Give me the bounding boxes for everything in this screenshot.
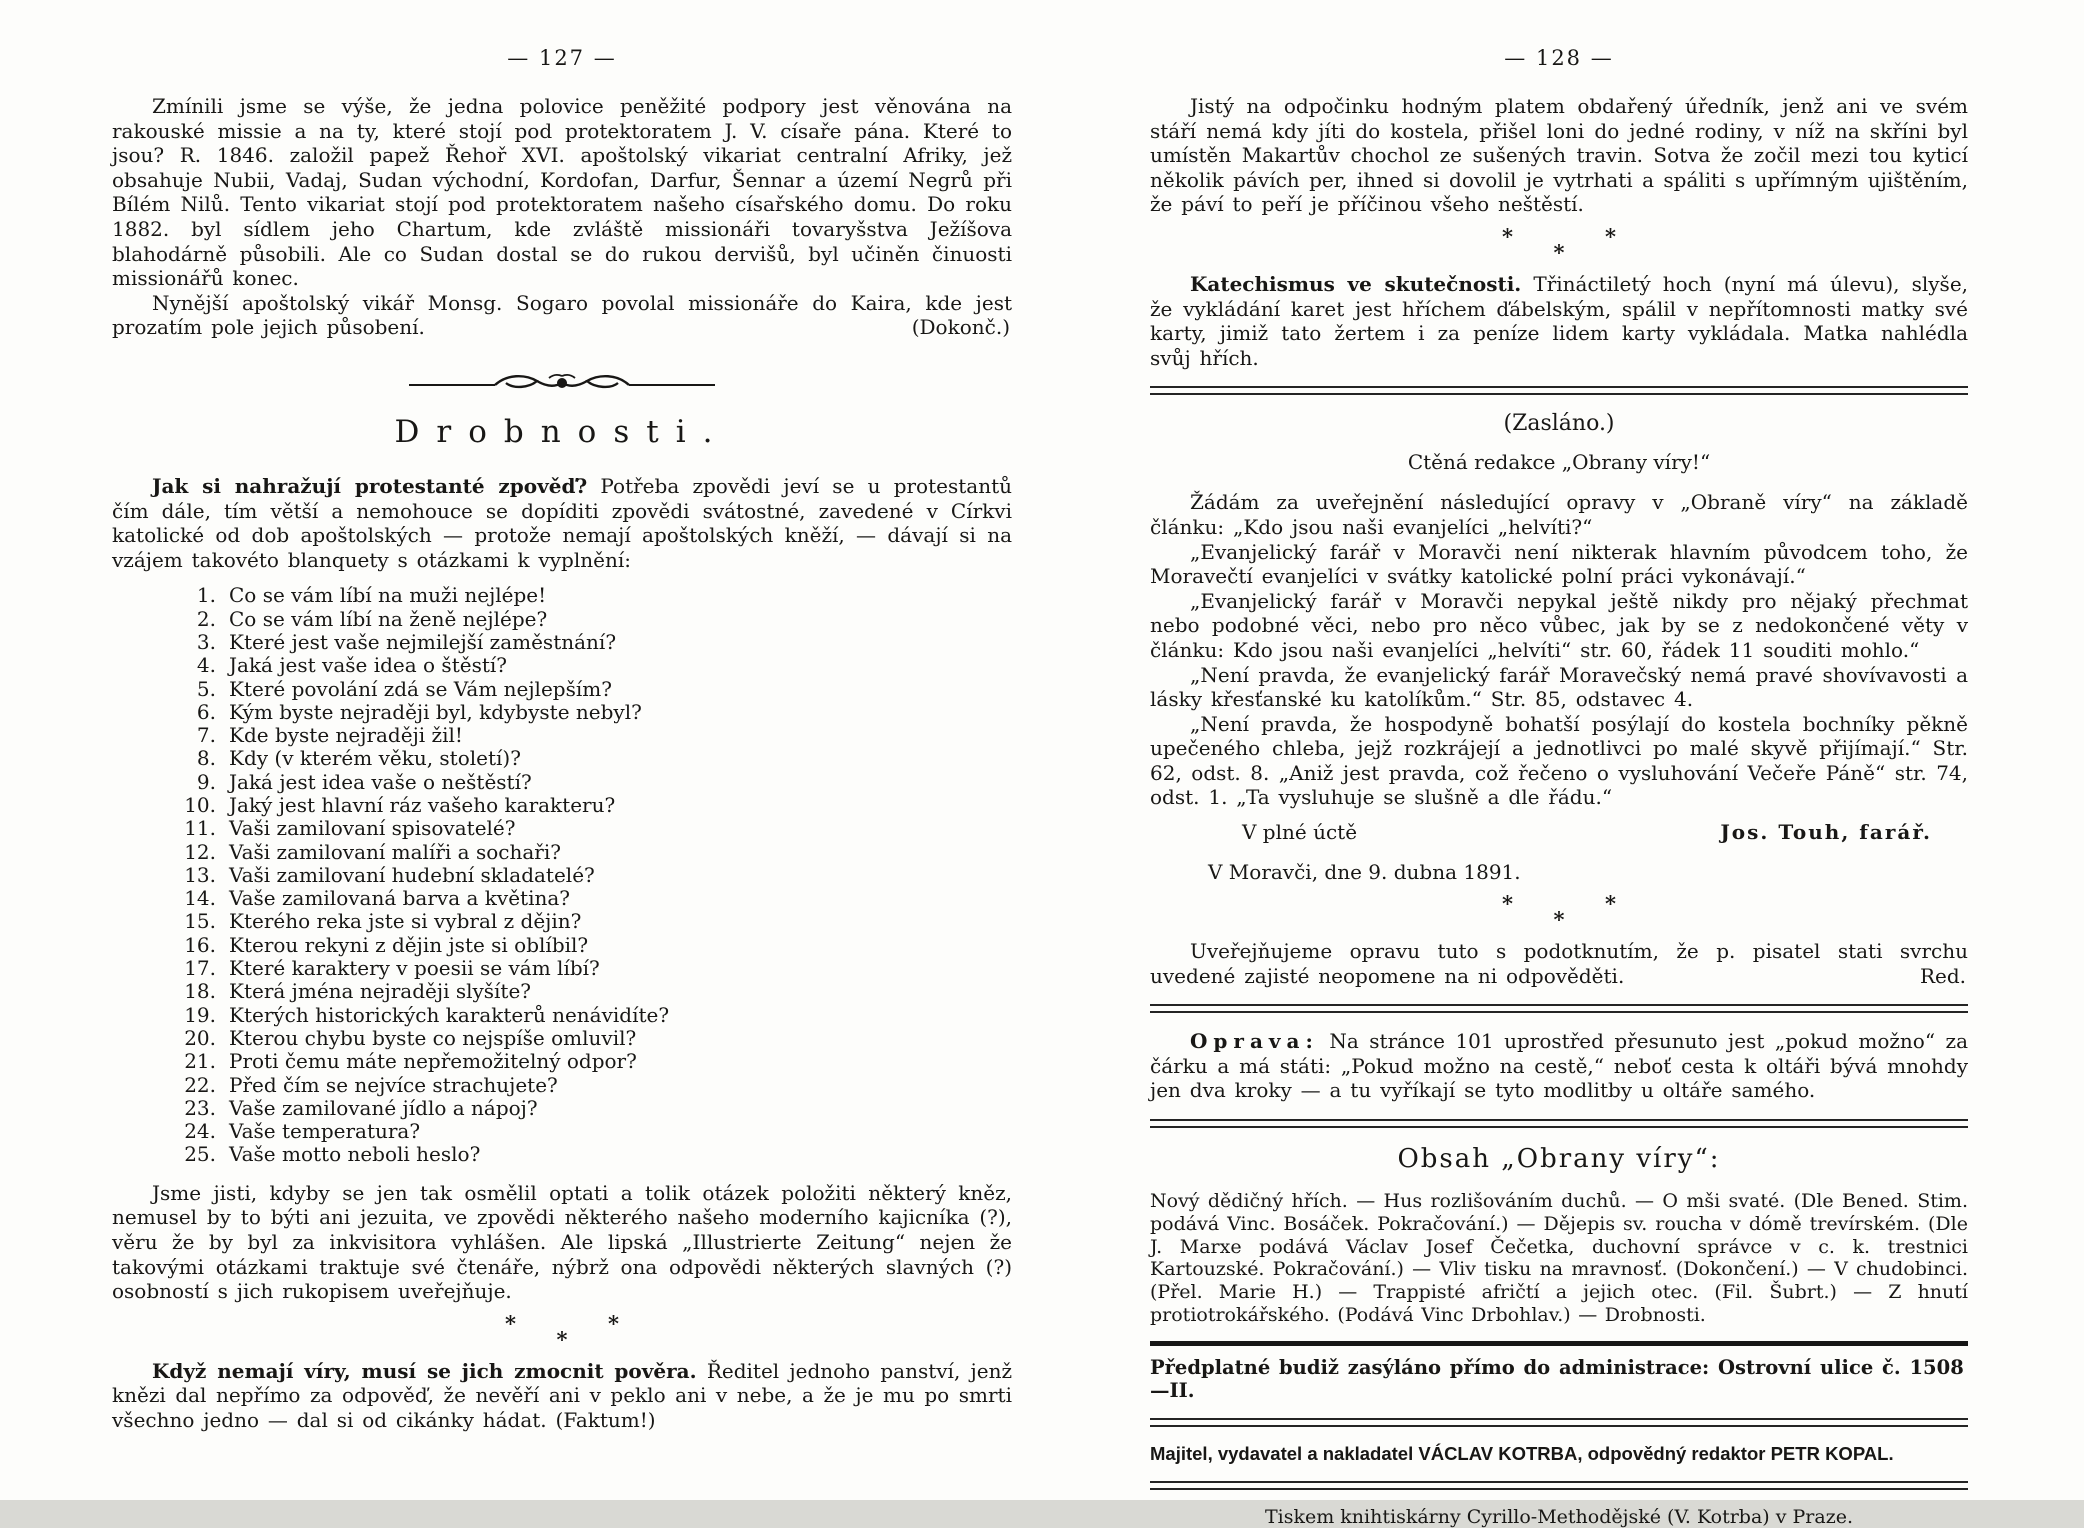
double-rule bbox=[1150, 1418, 1968, 1427]
question-text: Kdy (v kterém věku, století)? bbox=[229, 746, 521, 771]
question-text: Kterých historických karakterů nenávidíte? bbox=[229, 1002, 670, 1027]
paragraph-vicar bbox=[112, 291, 1012, 340]
question-number: 19. bbox=[184, 1002, 216, 1027]
double-rule bbox=[1150, 386, 1968, 395]
question-number: 23. bbox=[184, 1095, 216, 1120]
paragraph-jesuit: Jsme jisti, kdyby se jen tak osmělil optati a tolik otázek položiti některý kněz, nemusel by to býti ani jezuita, ve zpovědi některého našeho moderního kajicníka (?), věru že by byl za inkvisitora vyhlášen. Ale lipská „Illustrierte Zeitung“ nejen že takovými otázkami traktuje své čtenáře, nýbrž ona odpovědi některých slavných (?) osobností s jich rukopisem uveřejňuje. bbox=[112, 1180, 1012, 1304]
question-text: Co se vám líbí na ženě nejlépe? bbox=[229, 606, 548, 631]
paragraph-text: Nynější apoštolský vikář Monsg. Sogaro povolal missionáře do Kaira, kde jest prozatím pole jejich působení. bbox=[112, 290, 1012, 340]
question-text: Kterou chybu byste co nejspíše omluvil? bbox=[229, 1025, 637, 1050]
asterisk: * bbox=[505, 1310, 516, 1336]
editor-note bbox=[1150, 939, 1968, 988]
question-text: Které povolání zdá se Vám nejlepším? bbox=[229, 676, 612, 701]
double-rule bbox=[1150, 1481, 1968, 1490]
contents-body: Nový dědičný hřích. — Hus rozlišováním duchů. — O mši svaté. (Dle Bened. Stim. podává Vinc. Bosáček. Pokračování.) — Dějepis sv. roucha v dómě trevírském. (Dle J. Marxe podává Václav Josef Čečetka, duchovní správce v c. k. trestnici Kartouzské. Pokračování.) — Vliv tisku na mravnosť. (Dokončení.) — V chudobinci. (Přel. Marie H.) — Trappisté afričtí a jejich otec. (Fil. Šubrt.) — Z hnutí protiotrokářského. (Podává Vinc Drbohlav.) — Drobnosti. bbox=[1150, 1190, 1968, 1327]
page-number-right: — 128 — bbox=[1504, 46, 1614, 70]
paragraph-official: Jistý na odpočinku hodným platem obdařený úředník, jenž ani ve svém stáří nemá kdy jíti do kostela, přišel loni do jedné rodiny, v níž na skříni byl umístěn Makartův chochol ze sušených travin. Sotva že zočil mezi tou kyticí několik pávích per, ihned si dovolil je vytrhati a spáliti s upřímným ujištěním, že páví to peří je příčinou všeho neštěstí. bbox=[1150, 94, 1968, 217]
paragraph-text: Potřeba zpovědi jeví se u protestantů čím dále, tím větší a nemohouce se dopíditi zpovědi svátostné, zavedené v Církvi katolické od dob apoštolských — protože nemají apoštolských kněží, — dávají si na vzájem takovéto blanquety s otázkami k vyplnění: bbox=[112, 473, 1012, 572]
asterisk: * bbox=[1553, 239, 1565, 265]
asterisk: * bbox=[1502, 891, 1513, 917]
double-rule bbox=[1150, 1004, 1968, 1013]
question-text: Jaký jest hlavní ráz vašeho karakteru? bbox=[229, 792, 616, 817]
question-number: 14. bbox=[184, 886, 216, 911]
question-number: 5. bbox=[196, 676, 216, 701]
question-number: 17. bbox=[184, 956, 216, 981]
asterisk: * bbox=[608, 1310, 619, 1336]
question-number: 2. bbox=[196, 606, 216, 631]
asterisk: * bbox=[556, 1326, 568, 1352]
question-text: Kým byste nejraději byl, kdybyste nebyl? bbox=[229, 699, 642, 724]
ornament-divider bbox=[112, 370, 1012, 398]
asterisk: * bbox=[1553, 907, 1565, 933]
question-number: 13. bbox=[184, 862, 216, 887]
paragraph-text: Třináctiletý hoch (nyní má úlevu), slyše, že vykládání karet jest hříchem ďábelským, spálil v nepřítomnosti matky své karty, jimiž tato žertem i za peníze lidem karty vykládala. Matka nahlédla svůj hřích. bbox=[1150, 271, 1969, 370]
editor-signature: Red. bbox=[1919, 963, 1966, 988]
question-item bbox=[170, 910, 1012, 933]
paragraph-text: „Není pravda, že evanjelický farář Moravečský nemá pravé shovívavosti a lásky křesťanské ku katolíkům.“ Str. 85, odstavec 4. bbox=[1150, 662, 1968, 712]
question-number: 6. bbox=[196, 699, 216, 724]
letter-salutation: Ctěná redakce „Obrany víry!“ bbox=[1407, 450, 1711, 475]
question-text: Co se vám líbí na muži nejlépe! bbox=[229, 583, 547, 608]
question-text: Které jest vaše nejmilejší zaměstnání? bbox=[229, 629, 617, 654]
question-text: Vaše zamilovaná barva a květina? bbox=[229, 886, 570, 911]
paragraph-lead: Jak si nahražují protestanté zpověď? bbox=[152, 473, 588, 498]
question-text: Kterého reka jste si vybral z dějin? bbox=[229, 909, 582, 934]
question-item bbox=[170, 934, 1012, 957]
question-item bbox=[170, 724, 1012, 747]
question-text: Kde byste nejraději žil! bbox=[229, 723, 463, 748]
question-text: Proti čemu máte nepřemožitelný odpor? bbox=[229, 1049, 637, 1074]
signature: Jos. Touh, farář. bbox=[1720, 820, 1932, 845]
question-text: Jaká jest vaše idea o štěstí? bbox=[229, 653, 507, 678]
letter-paragraph bbox=[1150, 540, 1968, 589]
paragraph-text: Uveřejňujeme opravu tuto s podotknutím, že p. pisatel stati svrchu uvedené zajisté neopomene na ni odpověděti. bbox=[1150, 939, 1968, 988]
question-number: 10. bbox=[184, 792, 216, 817]
letter-closing-row bbox=[1150, 810, 1968, 844]
letter-paragraph bbox=[1150, 663, 1968, 712]
question-item bbox=[170, 608, 1012, 631]
double-rule bbox=[1150, 1119, 1968, 1128]
contents-title: Obsah „Obrany víry“: bbox=[1397, 1144, 1721, 1175]
question-number: 8. bbox=[196, 746, 216, 771]
question-text: Vaši zamilovaní spisovatelé? bbox=[229, 816, 516, 841]
question-text: Vaše motto neboli heslo? bbox=[229, 1142, 481, 1167]
page-number-left: — 127 — bbox=[507, 46, 617, 70]
question-text: Před čím se nejvíce strachujete? bbox=[229, 1072, 558, 1097]
thick-rule bbox=[1150, 1341, 1968, 1346]
question-item bbox=[170, 1143, 1012, 1166]
oprava-lead: Oprava: bbox=[1190, 1029, 1319, 1054]
question-number: 3. bbox=[196, 629, 216, 654]
question-text: Vaši zamilovaní malíři a sochaři? bbox=[229, 839, 561, 864]
question-number: 15. bbox=[184, 909, 216, 934]
question-item bbox=[170, 864, 1012, 887]
question-item bbox=[170, 1097, 1012, 1120]
question-item bbox=[170, 957, 1012, 980]
paragraph-text: Ředitel jednoho panství, jenž knězi dal nepřímo za odpověď, že nevěří ani v peklo ani v nebe, a že je mu po smrti všechno jedno — dal si od cikánky hádat. (Faktum!) bbox=[112, 1358, 1012, 1432]
asterism-divider bbox=[1150, 223, 1968, 265]
question-item bbox=[170, 654, 1012, 677]
question-number: 11. bbox=[184, 816, 216, 841]
question-item bbox=[170, 1004, 1012, 1027]
paragraph-lead: Když nemají víry, musí se jich zmocnit pověra. bbox=[152, 1358, 697, 1383]
continuation-mark: (Dokonč.) bbox=[911, 315, 1010, 340]
paragraph-text: Žádám za uveřejnění následující opravy v „Obraně víry“ na základě článku: „Kdo jsou naši evanjelíci „helvíti?“ bbox=[1150, 490, 1968, 539]
paragraph-text: „Není pravda, že hospodyně bohatší posýlají do kostela bochníky pěkně upečeného chleba, jejž rozkrájejí a jednotlivci po malé skyvě přijímají.“ Str. 62, odst. 8. „Aniž jest pravda, což řečeno o vysluhování Večeře Páně“ str. 74, odst. 1. „Ta vysluhuje se slušně a dle řádu.“ bbox=[1150, 711, 1968, 810]
paragraph-confession bbox=[112, 474, 1012, 572]
page-127 bbox=[112, 46, 1012, 1432]
question-item bbox=[170, 584, 1012, 607]
letter-paragraph bbox=[1150, 712, 1968, 810]
question-item bbox=[170, 631, 1012, 654]
letter-paragraph bbox=[1150, 589, 1968, 663]
paragraph-text: „Evanjelický farář v Moravči nepykal ještě nikdy pro nějaký přechmat nebo podobné věci, nebo pro něco vůbec, jak by se z nedokončené věty v článku: Kdo jsou naši evanjelíci „helvíti“ str. 60, řádek 11 souditi mohlo.“ bbox=[1150, 588, 1968, 662]
question-item bbox=[170, 1050, 1012, 1073]
asterisk: * bbox=[1605, 891, 1616, 917]
paragraph-superstition bbox=[112, 1359, 1012, 1433]
paragraph-katechismus bbox=[1150, 272, 1968, 370]
closing-phrase: V plné úctě bbox=[1242, 820, 1358, 845]
question-text: Vaše zamilované jídlo a nápoj? bbox=[229, 1095, 538, 1120]
asterisk: * bbox=[1605, 223, 1616, 249]
flourish-icon bbox=[407, 370, 717, 398]
asterism-divider bbox=[1150, 891, 1968, 933]
subscription-notice: Předplatné budiž zasýláno přímo do administrace: Ostrovní ulice č. 1508—II. bbox=[1150, 1355, 1964, 1402]
paragraph-text: „Evanjelický farář v Moravči není nikterak hlavním původcem toho, že Moravečtí evanjelíci v svátky katolické polní práci vykonávají.“ bbox=[1150, 539, 1968, 589]
question-item bbox=[170, 1120, 1012, 1143]
question-item bbox=[170, 1074, 1012, 1097]
question-item bbox=[170, 701, 1012, 724]
zaslano-heading: (Zasláno.) bbox=[1503, 411, 1615, 437]
question-item bbox=[170, 747, 1012, 770]
question-item bbox=[170, 980, 1012, 1003]
question-text: Kterou rekyni z dějin jste si oblíbil? bbox=[229, 932, 589, 957]
question-number: 16. bbox=[184, 932, 216, 957]
question-text: Jaká jest idea vaše o neštěstí? bbox=[229, 769, 532, 794]
question-number: 24. bbox=[184, 1119, 216, 1144]
question-item bbox=[170, 794, 1012, 817]
question-text: Vaše temperatura? bbox=[229, 1119, 421, 1144]
question-number: 7. bbox=[196, 723, 216, 748]
question-number: 22. bbox=[184, 1072, 216, 1097]
publisher-line: Majitel, vydavatel a nakladatel VÁCLAV KOTRBA, odpovědný redaktor PETR KOPAL. bbox=[1150, 1442, 1894, 1464]
question-list bbox=[112, 584, 1012, 1166]
letter-body bbox=[1150, 490, 1968, 810]
question-item bbox=[170, 678, 1012, 701]
letter-paragraph bbox=[1150, 490, 1968, 539]
question-number: 20. bbox=[184, 1025, 216, 1050]
asterism-divider bbox=[112, 1310, 1012, 1352]
question-number: 4. bbox=[196, 653, 216, 678]
page-128 bbox=[1150, 46, 1968, 1528]
question-text: Která jména nejraději slyšíte? bbox=[229, 979, 532, 1004]
paragraph-lead: Katechismus ve skutečnosti. bbox=[1190, 271, 1522, 296]
asterisk: * bbox=[1502, 223, 1513, 249]
paragraph-text: Na stránce 101 uprostřed přesunuto jest „pokud možno“ za čárku a má státi: „Pokud možno na cestě,“ neboť cesta k oltáři bývá mnohdy jen dva kroky — a tu vyříkají se tyto modlitby u oltáře samého. bbox=[1150, 1029, 1968, 1103]
question-number: 9. bbox=[196, 769, 216, 794]
question-text: Které karaktery v poesii se vám líbí? bbox=[229, 956, 600, 981]
question-item bbox=[170, 841, 1012, 864]
paragraph-missions: Zmínili jsme se výše, že jedna polovice peněžité podpory jest věnována na rakouské missie a na ty, které stojí pod protektoratem J. V. císaře pána. Které to jsou? R. 1846. založil papež Řehoř XVI. apoštolský vikariat centralní Afriky, jež obsahuje Nubii, Vadaj, Sudan východní, Kordofan, Darfur, Šennar a území Negrů při Bílém Nilů. Tento vikariat stojí pod protektoratem našeho císařského domu. Do roku 1882. byl sídlem jeho Chartum, kde zvláště missionáři tovaryšstva Ježíšova blahodárně působili. Ale co Sudan dostal se do rukou dervišů, byl učiněn činuosti missionářů konec. bbox=[112, 94, 1012, 291]
question-number: 21. bbox=[184, 1049, 216, 1074]
closing-place-date: V Moravči, dne 9. dubna 1891. bbox=[1208, 860, 1521, 885]
oprava-paragraph bbox=[1150, 1029, 1968, 1103]
printer-line: Tiskem knihtiskárny Cyrillo-Methodějské (V. Kotrba) v Praze. bbox=[1264, 1505, 1853, 1528]
question-item bbox=[170, 1027, 1012, 1050]
question-item bbox=[170, 817, 1012, 840]
section-title-drobnosti: Drobnosti. bbox=[394, 413, 730, 450]
question-number: 25. bbox=[184, 1142, 216, 1167]
question-item bbox=[170, 887, 1012, 910]
question-text: Vaši zamilovaní hudební skladatelé? bbox=[229, 862, 595, 887]
question-number: 18. bbox=[184, 979, 216, 1004]
question-number: 1. bbox=[196, 583, 216, 608]
question-item bbox=[170, 771, 1012, 794]
question-number: 12. bbox=[184, 839, 216, 864]
